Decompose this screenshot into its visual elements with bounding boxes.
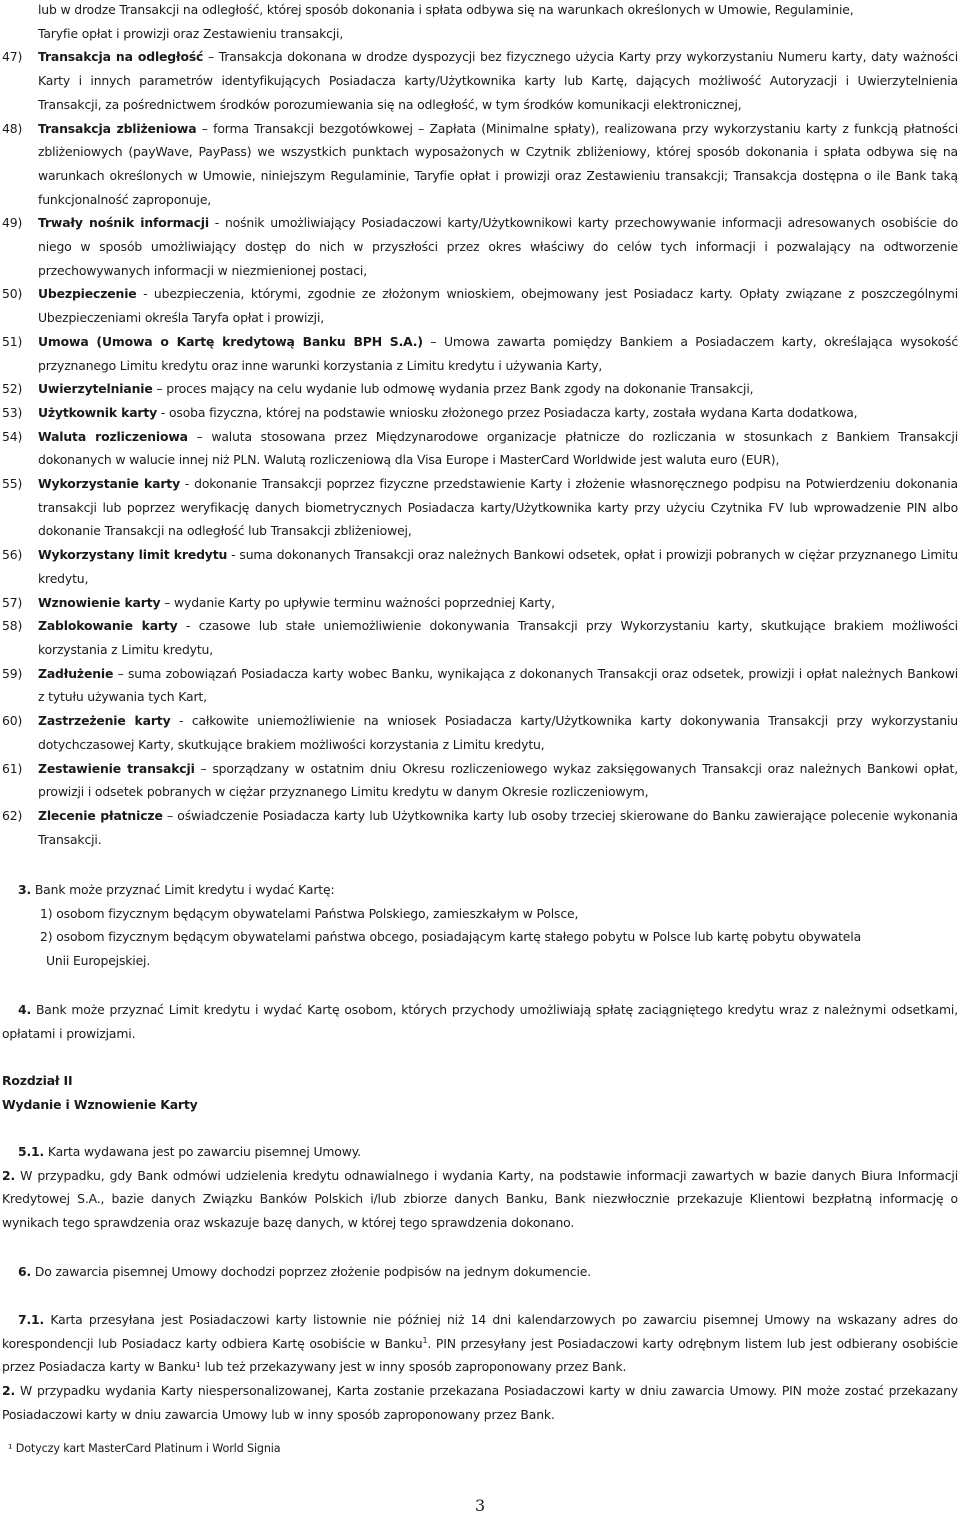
section-3-item-2-text: 2) osobom fizycznym będącym obywatelami państwa obcego, posiadającym kartę stałego pobytu w Polsce lub kartę pobytu obywatela xyxy=(40,929,862,945)
section-3-item-2-cont: Unii Europejskiej. xyxy=(46,953,151,969)
definition-text: całkowite uniemożliwienie na wniosek Posiadacza karty/Użytkownika karty dokonywania Transakcji przy wykorzystaniu dotychczasowej Karty, skutkujące brakiem możliwości korzystania z Limitu kredytu, xyxy=(38,713,958,752)
definition-item xyxy=(0,472,958,543)
section-4-para xyxy=(2,998,958,1045)
definition-text: czasowe lub stałe uniemożliwienie dokonywania Transakcji przy Wykorzystaniu karty, skutkujące brakiem możliwości korzystania z Limitu kredytu, xyxy=(38,618,958,657)
section-7-p1 xyxy=(2,1308,958,1379)
definition-text: oświadczenie Posiadacza karty lub Użytkownika karty lub osoby trzeciej skierowane do Banku zawierające polecenie wykonania Transakcji. xyxy=(38,807,958,847)
definition-text: Transakcja dokonana w drodze dyspozycji bez fizycznego użycia Karty przy wykorzystaniu Numeru karty, daty ważności Karty i innych parametrów identyfikujących Posiadacza karty/Użytkownika karty lub Kartę, dających możliwość Autoryzacji i Uwierzytelnienia Transakcji, za pośrednictwem środków porozumiewania się na odległość, w tym środków komunikacji elektronicznej, xyxy=(38,49,958,112)
section-3-item-1: 1) osobom fizycznym będącym obywatelami Państwa Polskiego, zamieszkałym w Polsce, xyxy=(40,905,579,921)
definition-term: Transakcja na odległość xyxy=(38,49,204,65)
definition-item xyxy=(0,377,958,401)
definition-item xyxy=(0,211,958,282)
definition-text: waluta stosowana przez Międzynarodowe organizacje płatnicze do rozliczania w stosunkach z Bankiem Transakcji dokonanych w walucie innej niż PLN. Walutą rozliczeniową dla Visa Europe i MasterCard Worldwide jest waluta euro (EUR), xyxy=(38,428,958,468)
definition-term: Umowa (Umowa o Kartę kredytową Banku BPH S.A.) xyxy=(38,333,423,349)
definition-number: 49) xyxy=(2,215,23,231)
definition-separator: - xyxy=(170,713,192,729)
definition-text: forma Transakcji bezgotówkowej – Zapłata (Minimalne spłaty), realizowana przy wykorzystaniu karty z funkcją płatności zbliżeniowych (payWave, PayPass) we wszystkich punktach wyposażonych w Czytnik zbliżeniowy, której sposób dokonania i spłata odbywa się na warunkach określonych w Umowie, niniejszym Regulaminie, Taryfie opłat i prowizji oraz Zestawieniu transakcji; Transakcja dostępna o ile Bank taką funkcjonalność zaproponuje, xyxy=(38,120,958,207)
definition-text: sporządzany w ostatnim dniu Okresu rozliczeniowego wykaz zaksięgowanych Transakcji oraz należnych Bankowi opłat, prowizji i odsetek pobranych w ciężar przyznanego Limitu kredytu w danym Okresie rozliczeniowym, xyxy=(38,760,959,800)
section-7-p1-text-a: Karta przesyłana jest Posiadaczowi karty listownie nie później niż 14 dni kalendarzowych po zawarciu pisemnej Umowy na wskazany adres do korespondencji lub Posiadacz karty odbiera Kartę osobiście w Banku xyxy=(2,1312,958,1351)
intro-line-2: Taryfie opłat i prowizji oraz Zestawieniu transakcji, xyxy=(38,25,344,41)
definition-separator: - xyxy=(227,547,240,563)
definition-term: Wznowienie karty xyxy=(38,594,161,610)
definition-term: Wykorzystany limit kredytu xyxy=(38,547,228,563)
definition-separator: – xyxy=(422,333,444,349)
definition-number: 62) xyxy=(2,807,23,823)
definition-separator: – xyxy=(152,381,167,397)
definition-term: Ubezpieczenie xyxy=(38,286,137,302)
section-5-p1-text: Karta wydawana jest po zawarciu pisemnej Umowy. xyxy=(47,1144,361,1159)
section-5-p2-text: W przypadku, gdy Bank odmówi udzielenia kredytu odnawialnego i wydania Karty, na podstawie informacji zawartych w bazie danych Biura Informacji Kredytowej S.A., bazie danych Związku Banków Polskich i/lub zbiorze danych Banku, Bank niezwłocznie przekazuje Klientowi bezpłatną informację o wynikach tego sprawdzenia oraz wskazuje bazę danych, w której tego sprawdzenia dokonano. xyxy=(2,1167,958,1231)
section-7-p2-num: 2. xyxy=(2,1383,16,1399)
definition-separator: – xyxy=(113,665,128,681)
definition-item xyxy=(0,804,958,851)
section-4-text: Bank może przyznać Limit kredytu i wydać Kartę osobom, których przychody umożliwiają spłatę zaciągniętego kredytu wraz z należnymi odsetkami, opłatami i prowizjami. xyxy=(2,1002,958,1041)
definition-separator: – xyxy=(203,49,219,65)
intro-line-1: lub w drodze Transakcji na odległość, której sposób dokonania i spłata odbywa się na warunkach określonych w Umowie, Regulaminie, xyxy=(38,2,854,17)
chapter-title: Rozdział II xyxy=(2,1073,73,1088)
definition-term: Zlecenie płatnicze xyxy=(38,807,163,823)
section-6-text: Do zawarcia pisemnej Umowy dochodzi poprzez złożenie podpisów na jednym dokumencie. xyxy=(34,1264,592,1279)
definition-term: Użytkownik karty xyxy=(38,404,158,420)
definition-item xyxy=(0,401,958,425)
definition-number: 47) xyxy=(2,49,23,65)
definition-text: ubezpieczenia, którymi, zgodnie ze złożonym wnioskiem, obejmowany jest Posiadacz karty. Opłaty związane z poszczególnymi Ubezpieczeniami określa Taryfa opłat i prowizji, xyxy=(38,286,958,326)
definition-text: nośnik umożliwiający Posiadaczowi karty/Użytkownikowi karty przechowywanie informacji adresowanych osobiście do niego w sposób umożliwiający dostęp do nich w przyszłości przez okres właściwy do celów tych informacji i pozwalający na odtworzenie przechowywanych informacji w niezmienionej postaci, xyxy=(38,215,958,278)
definition-separator: - xyxy=(180,476,195,492)
definition-number: 50) xyxy=(2,286,23,302)
section-3 xyxy=(2,878,958,973)
section-3-intro xyxy=(2,878,958,902)
definition-term: Zablokowanie karty xyxy=(38,618,178,634)
definition-item xyxy=(0,757,958,804)
definition-separator: – xyxy=(194,760,213,776)
definition-separator: - xyxy=(177,618,199,634)
definition-text: suma dokonanych Transakcji oraz należnych Bankowi odsetek, opłat i prowizji pobranych w ciężar przyznanego Limitu kredytu, xyxy=(38,547,958,586)
definition-text: wydanie Karty po upływie terminu ważności poprzedniej Karty, xyxy=(174,594,555,610)
section-5-p1 xyxy=(2,1140,958,1164)
section-7-p1-text-b: . PIN przesyłany jest Posiadaczowi karty odrębnym listem lub jest odbierany osobiście przez Posiadacza karty w Banku¹ lub też przekazywany jest w inny sposób zaproponowany przez Bank. xyxy=(2,1335,958,1375)
definition-number: 52) xyxy=(2,381,23,397)
definition-item xyxy=(0,425,958,472)
definition-item xyxy=(0,709,958,756)
definition-item xyxy=(0,330,958,377)
definition-term: Zastrzeżenie karty xyxy=(38,713,171,729)
section-4-num: 4. xyxy=(18,1002,32,1017)
definition-number: 53) xyxy=(2,404,23,420)
section-3-num: 3. xyxy=(18,882,32,897)
definition-item xyxy=(0,117,958,212)
definition-item xyxy=(0,662,958,709)
section-7-p1-num: 7.1. xyxy=(18,1312,45,1327)
section-7-p2-text: W przypadku wydania Karty niespersonalizowanej, Karta zostanie przekazana Posiadaczowi karty w dniu zawarcia Umowy. PIN może zostać przekazany Posiadaczowi karty w dniu zawarcia Umowy lub w inny sposób zaproponowany przez Bank. xyxy=(2,1383,958,1422)
definition-term: Uwierzytelnianie xyxy=(38,381,153,397)
definition-separator: - xyxy=(157,404,169,420)
definition-item xyxy=(0,282,958,329)
definition-number: 55) xyxy=(2,476,23,492)
section-5-p2-num: 2. xyxy=(2,1167,16,1183)
definition-text: proces mający na celu wydanie lub odmowę wydania przez Bank zgody na dokonanie Transakcji, xyxy=(166,381,754,397)
definition-separator: – xyxy=(196,120,214,136)
definition-text: dokonanie Transakcji poprzez fizyczne przedstawienie Karty i złożenie własnoręcznego podpisu na Potwierdzeniu dokonania transakcji lub poprzez weryfikację danych biometrycznych Posiadacza karty/Użytkownika karty przy użyciu Czytnika FV lub wprowadzenie PIN albo dokonanie Transakcji na odległość lub Transakcji zbliżeniowej, xyxy=(38,476,958,539)
definition-term: Wykorzystanie karty xyxy=(38,476,180,492)
definition-term: Zestawienie transakcji xyxy=(38,760,195,776)
definition-text: osoba fizyczna, której na podstawie wniosku złożonego przez Posiadacza karty, została wydana Karta dodatkowa, xyxy=(168,404,858,420)
section-7-p2 xyxy=(2,1379,958,1426)
section-7 xyxy=(2,1308,958,1427)
section-6 xyxy=(2,1260,958,1284)
chapter-subtitle: Wydanie i Wznowienie Karty xyxy=(2,1096,198,1112)
definition-separator: – xyxy=(160,594,175,610)
section-6-para xyxy=(2,1260,958,1284)
definition-number: 60) xyxy=(2,713,23,729)
section-5 xyxy=(2,1140,958,1235)
definition-separator: - xyxy=(136,286,154,302)
definition-number: 57) xyxy=(2,594,23,610)
definition-number: 56) xyxy=(2,547,23,563)
definition-separator: - xyxy=(208,215,225,231)
chapter-heading xyxy=(2,1069,958,1116)
definition-number: 51) xyxy=(2,333,23,349)
section-3-item-2 xyxy=(2,925,958,972)
page-number: 3 xyxy=(474,1496,486,1515)
definition-term: Trwały nośnik informacji xyxy=(38,215,209,231)
definition-number: 54) xyxy=(2,428,23,444)
definition-text: Umowa zawarta pomiędzy Bankiem a Posiadaczem karty, określająca wysokość przyznanego Limitu kredytu oraz inne warunki korzystania z Limitu kredytu i używania Karty, xyxy=(38,333,958,373)
section-4 xyxy=(2,998,958,1045)
definition-item xyxy=(0,614,958,661)
definition-item xyxy=(0,45,958,116)
definition-separator: – xyxy=(162,807,178,823)
definition-separator: – xyxy=(187,428,212,444)
section-3-text: Bank może przyznać Limit kredytu i wydać Kartę: xyxy=(34,882,335,897)
definition-term: Zadłużenie xyxy=(38,665,114,681)
definition-number: 59) xyxy=(2,665,23,681)
section-5-p1-num: 5.1. xyxy=(18,1144,45,1159)
definition-item xyxy=(0,591,958,615)
footnote-ref: 1 xyxy=(422,1335,428,1345)
section-5-p2 xyxy=(2,1164,958,1235)
definition-number: 58) xyxy=(2,618,23,634)
definition-number: 48) xyxy=(2,120,23,136)
definition-term: Waluta rozliczeniowa xyxy=(38,428,188,444)
definition-text: suma zobowiązań Posiadacza karty wobec Banku, wynikająca z dokonanych Transakcji oraz odsetek, prowizji i opłat należnych Bankowi z tytułu używania tych Kart, xyxy=(38,665,959,705)
definition-number: 61) xyxy=(2,760,23,776)
definition-item xyxy=(0,543,958,590)
footnote: ¹ Dotyczy kart MasterCard Platinum i World Signia xyxy=(8,1442,281,1455)
definition-term: Transakcja zbliżeniowa xyxy=(38,120,197,136)
section-6-num: 6. xyxy=(18,1264,32,1279)
